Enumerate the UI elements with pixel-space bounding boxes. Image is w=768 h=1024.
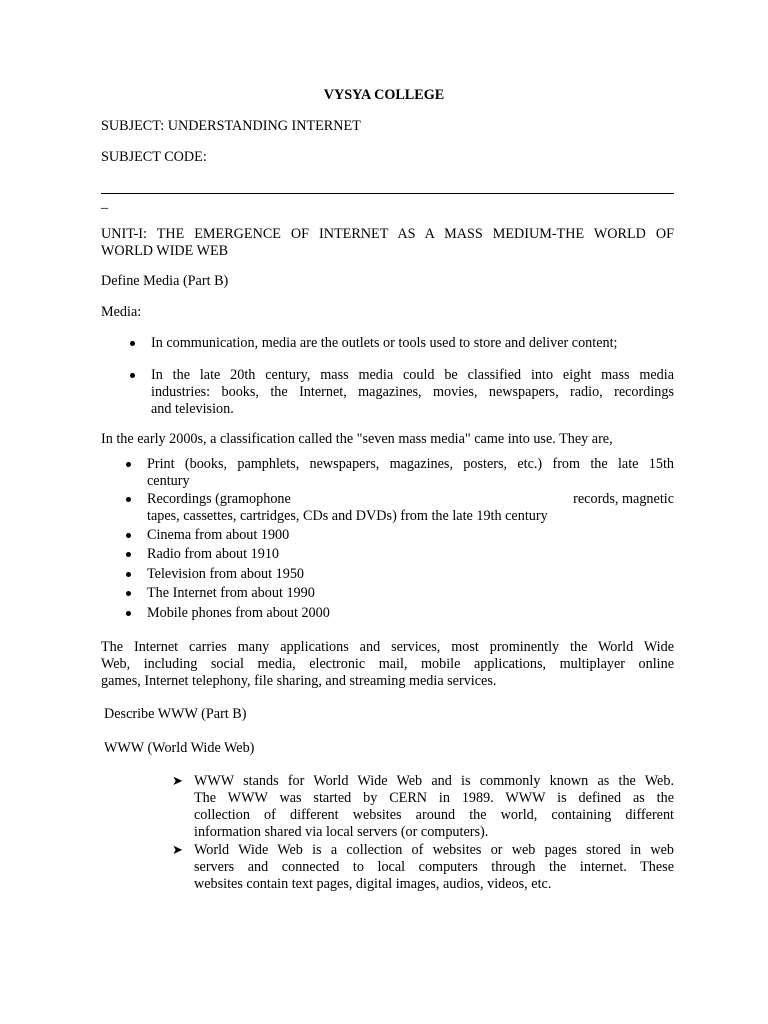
media-item-print-line1: Print (books, pamphlets, newspapers, magazines, posters, etc.) from the late 15th bbox=[147, 456, 674, 472]
unit-heading-line1: UNIT-I: THE EMERGENCE OF INTERNET AS A MASS MEDIUM-THE WORLD OF bbox=[101, 226, 674, 242]
media-item-recordings-line1a: Recordings (gramophone bbox=[147, 491, 291, 507]
www-bullet-1-line2: The WWW was started by CERN in 1989. WWW is defined as the bbox=[194, 790, 674, 806]
www-bullet-1-line1: WWW stands for World Wide Web and is commonly known as the Web. bbox=[194, 773, 674, 789]
bullet-dot bbox=[130, 373, 135, 378]
bullet-dot bbox=[126, 462, 131, 467]
internet-paragraph-line2: Web, including social media, electronic mail, mobile applications, multiplayer online bbox=[101, 656, 674, 672]
media-bullet-2-line1: In the late 20th century, mass media could be classified into eight mass media bbox=[151, 367, 674, 383]
arrow-bullet-icon: ➤ bbox=[172, 843, 183, 858]
bullet-dot bbox=[130, 341, 135, 346]
horizontal-rule bbox=[101, 193, 674, 194]
bullet-dot bbox=[126, 497, 131, 502]
media-item-television: Television from about 1950 bbox=[147, 566, 305, 582]
internet-paragraph-line1: The Internet carries many applications and services, most prominently the World Wide bbox=[101, 639, 674, 655]
media-bullet-2-line2: industries: books, the Internet, magazines, movies, newspapers, radio, recordings bbox=[151, 384, 674, 400]
bullet-dot bbox=[126, 552, 131, 557]
bullet-dot bbox=[126, 591, 131, 596]
media-bullet-1: In communication, media are the outlets or tools used to store and deliver content; bbox=[151, 335, 618, 351]
www-label: WWW (World Wide Web) bbox=[104, 740, 255, 756]
describe-www-heading: Describe WWW (Part B) bbox=[104, 706, 247, 722]
unit-heading-line2: WORLD WIDE WEB bbox=[101, 243, 229, 259]
college-title: VYSYA COLLEGE bbox=[323, 87, 445, 103]
www-bullet-1-line4: information shared via local servers (or computers). bbox=[194, 824, 489, 840]
media-item-radio: Radio from about 1910 bbox=[147, 546, 280, 562]
media-label: Media: bbox=[101, 304, 142, 320]
subject-code-line: SUBJECT CODE: bbox=[101, 149, 207, 165]
rule-dash: – bbox=[101, 200, 109, 216]
media-bullet-2-line3: and television. bbox=[151, 401, 234, 417]
www-bullet-2-line3: websites contain text pages, digital images, audios, videos, etc. bbox=[194, 876, 552, 892]
subject-line: SUBJECT: UNDERSTANDING INTERNET bbox=[101, 118, 361, 134]
early-2000s-paragraph: In the early 2000s, a classification called the "seven mass media" came into use. They are, bbox=[101, 431, 613, 447]
media-item-recordings-line1b: records, magnetic bbox=[573, 491, 674, 507]
internet-paragraph-line3: games, Internet telephony, file sharing, and streaming media services. bbox=[101, 673, 497, 689]
bullet-dot bbox=[126, 533, 131, 538]
arrow-bullet-icon: ➤ bbox=[172, 774, 183, 789]
media-item-mobile: Mobile phones from about 2000 bbox=[147, 605, 330, 621]
bullet-dot bbox=[126, 572, 131, 577]
media-item-cinema: Cinema from about 1900 bbox=[147, 527, 290, 543]
www-bullet-1-line3: collection of different websites around the world, containing different bbox=[194, 807, 674, 823]
define-media-heading: Define Media (Part B) bbox=[101, 273, 229, 289]
media-item-recordings-line2: tapes, cassettes, cartridges, CDs and DVDs) from the late 19th century bbox=[147, 508, 548, 524]
www-bullet-2-line2: servers and connected to local computers through the internet. These bbox=[194, 859, 674, 875]
www-bullet-2-line1: World Wide Web is a collection of websites or web pages stored in web bbox=[194, 842, 674, 858]
bullet-dot bbox=[126, 611, 131, 616]
media-item-print-line2: century bbox=[147, 473, 190, 489]
media-item-internet: The Internet from about 1990 bbox=[147, 585, 315, 601]
